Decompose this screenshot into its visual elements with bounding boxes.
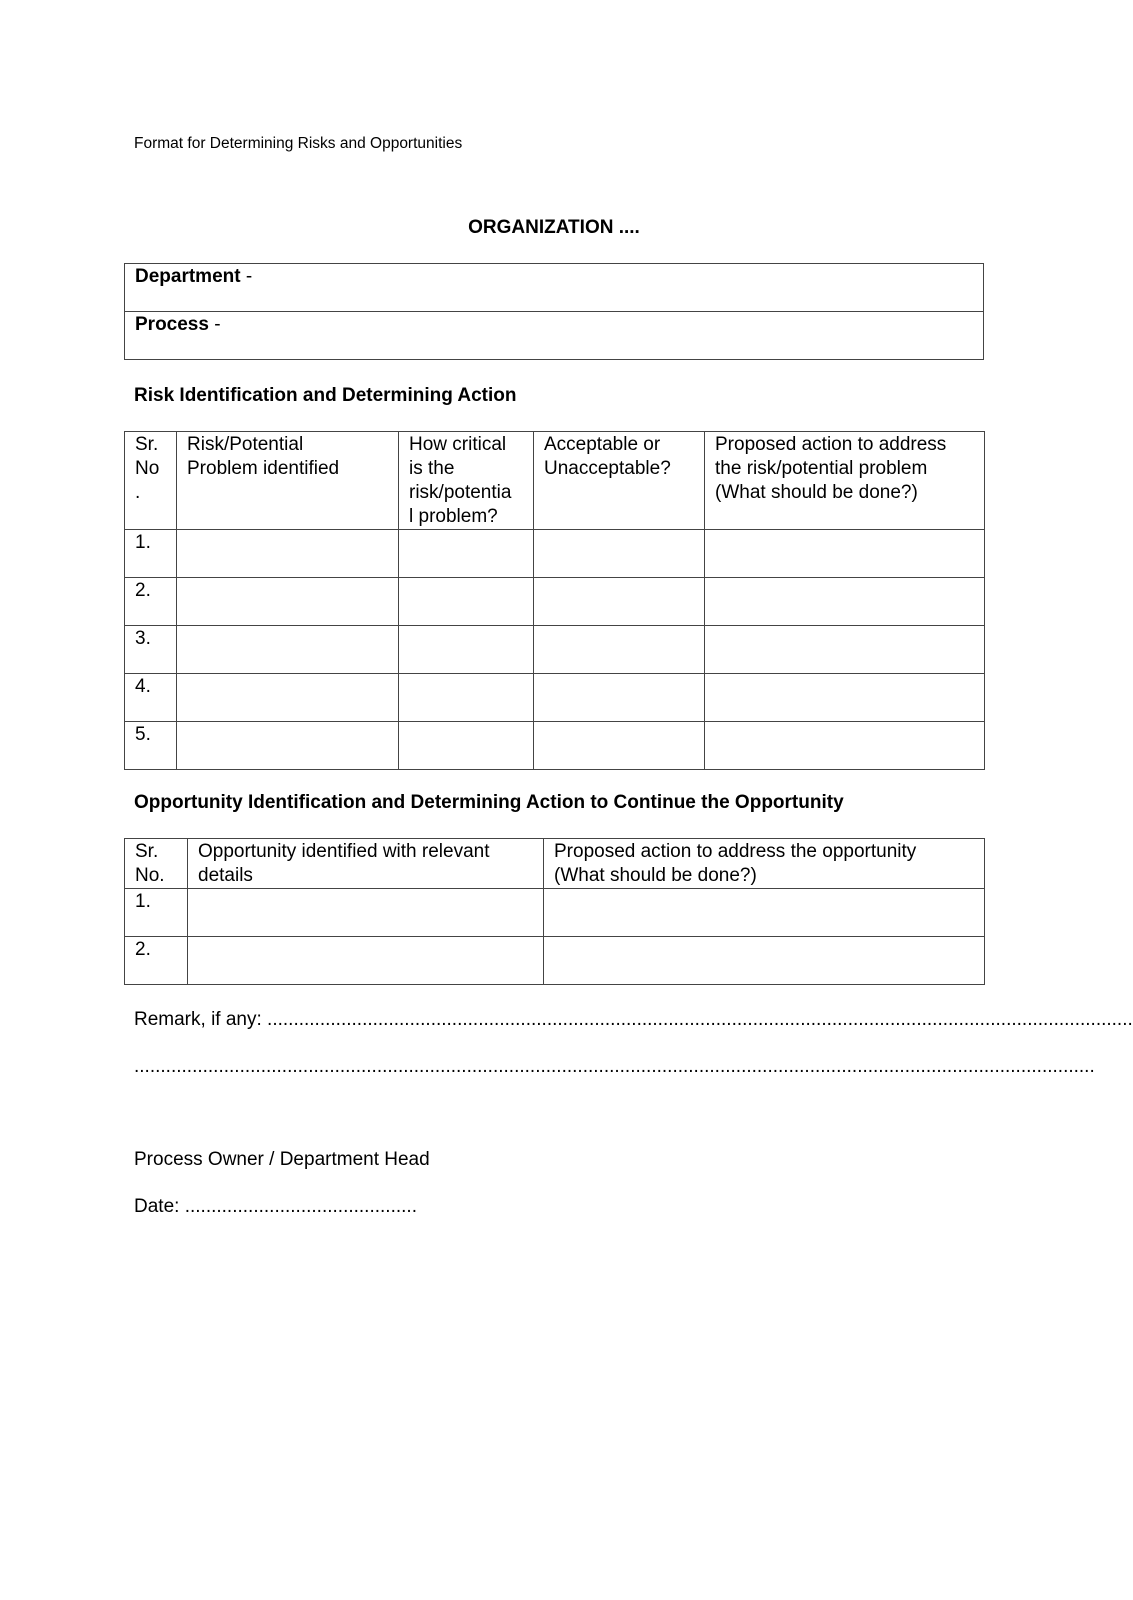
remark-dots: .................................................................................................................................................................... xyxy=(267,1009,1133,1030)
table-row xyxy=(125,722,985,770)
entry-cell[interactable] xyxy=(705,530,985,578)
serial-number-cell: 5. xyxy=(125,722,177,770)
serial-number-cell: 1. xyxy=(125,889,188,937)
entry-cell[interactable] xyxy=(705,722,985,770)
table-row xyxy=(125,889,985,937)
entry-cell[interactable] xyxy=(399,722,534,770)
entry-cell[interactable] xyxy=(705,626,985,674)
entry-cell[interactable] xyxy=(544,937,985,985)
entry-cell[interactable] xyxy=(177,722,399,770)
header-cell xyxy=(125,432,177,530)
serial-number-cell: 3. xyxy=(125,626,177,674)
header-text: No xyxy=(135,458,160,479)
table-row xyxy=(125,937,985,985)
risk-table-header xyxy=(125,432,985,530)
header-text: Sr. xyxy=(135,434,159,455)
organization-heading: ORGANIZATION .... xyxy=(468,217,640,238)
entry-cell[interactable] xyxy=(544,889,985,937)
table-row xyxy=(125,626,985,674)
header-text: risk/potentia xyxy=(409,482,512,503)
entry-cell[interactable] xyxy=(534,626,705,674)
header-text: (What should be done?) xyxy=(554,865,757,886)
entry-cell[interactable] xyxy=(399,530,534,578)
header-cell xyxy=(399,432,534,530)
opportunity-table xyxy=(124,838,985,985)
entry-cell[interactable] xyxy=(399,674,534,722)
entry-cell[interactable] xyxy=(534,674,705,722)
header-text: l problem? xyxy=(409,506,498,527)
entry-cell[interactable] xyxy=(534,722,705,770)
entry-cell[interactable] xyxy=(188,889,544,937)
entry-cell[interactable] xyxy=(705,578,985,626)
entry-cell[interactable] xyxy=(534,530,705,578)
entry-cell[interactable] xyxy=(177,530,399,578)
table-row xyxy=(125,530,985,578)
header-text: is the xyxy=(409,458,455,479)
entry-cell[interactable] xyxy=(399,578,534,626)
entry-cell[interactable] xyxy=(177,674,399,722)
serial-number-cell: 4. xyxy=(125,674,177,722)
header-text: Proposed action to address the opportunity xyxy=(554,841,917,862)
signature-label: Process Owner / Department Head xyxy=(134,1149,430,1170)
header-text: Unacceptable? xyxy=(544,458,671,479)
entry-cell[interactable] xyxy=(177,626,399,674)
header-cell xyxy=(705,432,985,530)
risk-table xyxy=(124,431,985,770)
process-dash: - xyxy=(208,314,221,335)
department-label: Department xyxy=(135,266,241,287)
header-text: . xyxy=(135,482,141,503)
serial-number-cell: 2. xyxy=(125,578,177,626)
header-text: Acceptable or xyxy=(544,434,661,455)
process-field[interactable] xyxy=(125,312,984,360)
header-text: Proposed action to address xyxy=(715,434,947,455)
header-text: Opportunity identified with relevant xyxy=(198,841,490,862)
serial-number-cell: 2. xyxy=(125,937,188,985)
entry-cell[interactable] xyxy=(188,937,544,985)
header-text: (What should be done?) xyxy=(715,482,918,503)
header-text: No. xyxy=(135,865,165,886)
header-cell xyxy=(177,432,399,530)
header-text: Risk/Potential xyxy=(187,434,304,455)
table-row xyxy=(125,578,985,626)
opportunity-section-heading: Opportunity Identification and Determining Action to Continue the Opportunity xyxy=(134,792,844,813)
header-cell xyxy=(544,839,985,889)
header-text: Problem identified xyxy=(187,458,340,479)
date-label: Date: xyxy=(134,1196,185,1217)
header-text: How critical xyxy=(409,434,507,455)
risk-section-heading: Risk Identification and Determining Action xyxy=(134,385,517,406)
remark-label: Remark, if any: xyxy=(134,1009,268,1030)
header-cell xyxy=(125,839,188,889)
header-cell xyxy=(534,432,705,530)
document-title: Format for Determining Risks and Opportunities xyxy=(134,135,463,152)
header-text: the risk/potential problem xyxy=(715,458,928,479)
remark-line-2[interactable]: ...................................................................................................................................................................................... xyxy=(134,1056,1095,1077)
entry-cell[interactable] xyxy=(177,578,399,626)
serial-number-cell: 1. xyxy=(125,530,177,578)
info-box xyxy=(124,263,984,360)
department-field[interactable] xyxy=(125,264,984,312)
entry-cell[interactable] xyxy=(705,674,985,722)
header-text: details xyxy=(198,865,253,886)
remark-line[interactable] xyxy=(134,1008,1133,1032)
process-label: Process xyxy=(135,314,209,335)
entry-cell[interactable] xyxy=(534,578,705,626)
date-dots: ............................................ xyxy=(184,1196,417,1217)
date-line[interactable] xyxy=(134,1195,417,1219)
department-dash: - xyxy=(240,266,253,287)
table-row xyxy=(125,674,985,722)
header-text: Sr. xyxy=(135,841,159,862)
header-cell xyxy=(188,839,544,889)
entry-cell[interactable] xyxy=(399,626,534,674)
opportunity-table-header xyxy=(125,839,985,889)
